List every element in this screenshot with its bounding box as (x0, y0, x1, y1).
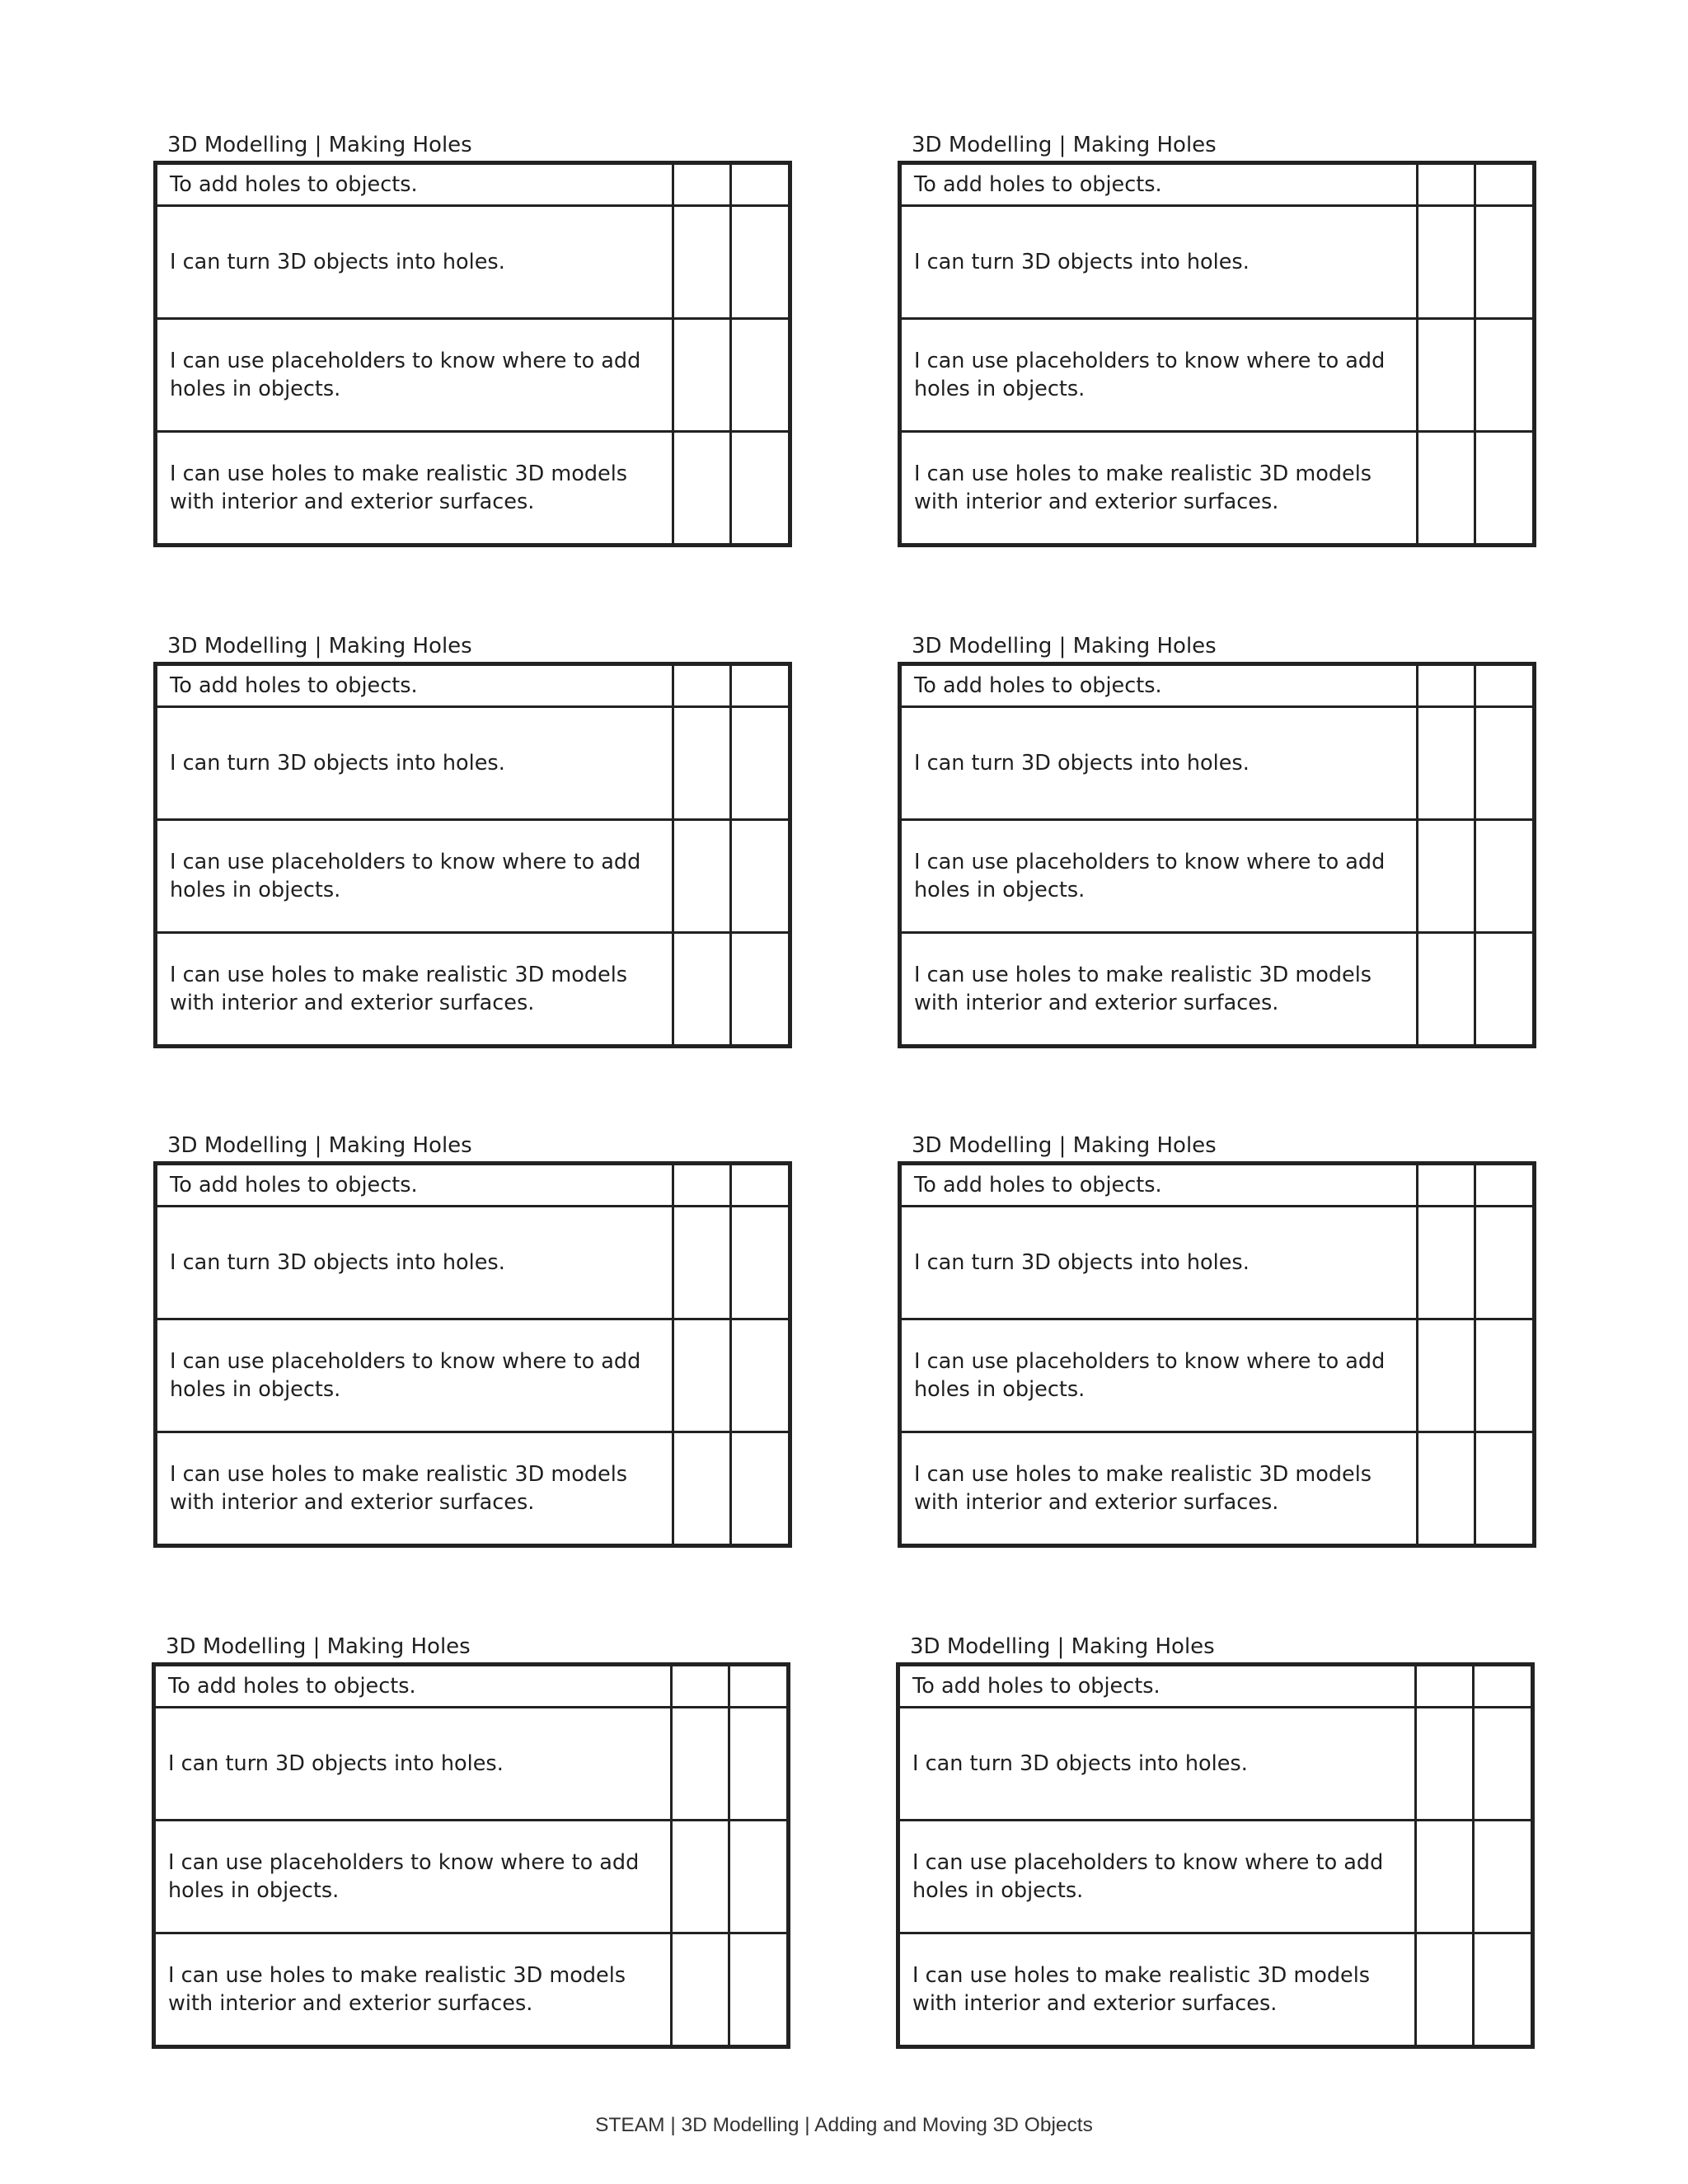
statement-text: I can use placeholders to know where to add holes in objects. (156, 820, 673, 933)
tick-box-1[interactable] (673, 319, 731, 432)
tick-box-2[interactable] (731, 664, 790, 707)
statement-text: I can use placeholders to know where to add holes in objects. (156, 1319, 673, 1432)
tick-box-2[interactable] (731, 432, 790, 546)
statement-text: I can turn 3D objects into holes. (156, 1207, 673, 1319)
statement-row (898, 1821, 1533, 1933)
checklist-table (898, 662, 1536, 1048)
tick-box-1[interactable] (673, 707, 731, 820)
tick-box-2[interactable] (1475, 206, 1535, 319)
tick-box-2[interactable] (731, 933, 790, 1047)
tick-box-1[interactable] (1416, 1821, 1474, 1933)
objective-text: To add holes to objects. (898, 1665, 1416, 1708)
card-title: 3D Modelling | Making Holes (910, 1634, 1215, 1659)
tick-box-1[interactable] (1418, 933, 1475, 1047)
objective-text: To add holes to objects. (156, 1164, 673, 1207)
statement-row (156, 1432, 790, 1546)
tick-box-1[interactable] (673, 1207, 731, 1319)
checklist-table (152, 1662, 790, 2049)
tick-box-1[interactable] (673, 206, 731, 319)
checklist-card-8 (896, 1633, 1535, 2049)
tick-box-1[interactable] (1416, 1933, 1474, 2047)
objective-row (900, 1164, 1535, 1207)
tick-box-1[interactable] (1418, 1432, 1475, 1546)
tick-box-1[interactable] (1418, 163, 1475, 206)
tick-box-2[interactable] (1474, 1665, 1533, 1708)
statement-text: I can turn 3D objects into holes. (154, 1708, 672, 1821)
checklist-card-3 (153, 633, 792, 1048)
statement-text: I can use placeholders to know where to add holes in objects. (154, 1821, 672, 1933)
tick-box-2[interactable] (731, 820, 790, 933)
checklist-card-7 (152, 1633, 790, 2049)
statement-row (898, 1708, 1533, 1821)
checklist-table (898, 161, 1536, 547)
tick-box-1[interactable] (1416, 1665, 1474, 1708)
tick-box-2[interactable] (729, 1708, 789, 1821)
tick-box-2[interactable] (731, 707, 790, 820)
statement-text: I can turn 3D objects into holes. (900, 1207, 1418, 1319)
statement-text: I can use placeholders to know where to add holes in objects. (900, 820, 1418, 933)
objective-row (900, 163, 1535, 206)
tick-box-2[interactable] (1475, 664, 1535, 707)
tick-box-1[interactable] (1418, 432, 1475, 546)
tick-box-1[interactable] (1418, 206, 1475, 319)
tick-box-2[interactable] (731, 1319, 790, 1432)
statement-text: I can use holes to make realistic 3D models with interior and exterior surfaces. (156, 933, 673, 1047)
tick-box-1[interactable] (1418, 1207, 1475, 1319)
tick-box-2[interactable] (729, 1821, 789, 1933)
tick-box-2[interactable] (1475, 1319, 1535, 1432)
tick-box-2[interactable] (1474, 1933, 1533, 2047)
statement-text: I can use holes to make realistic 3D models with interior and exterior surfaces. (156, 1432, 673, 1546)
statement-text: I can use placeholders to know where to add holes in objects. (900, 319, 1418, 432)
tick-box-1[interactable] (673, 820, 731, 933)
tick-box-2[interactable] (1475, 820, 1535, 933)
statement-text: I can use placeholders to know where to add holes in objects. (898, 1821, 1416, 1933)
statement-row (900, 319, 1535, 432)
tick-box-2[interactable] (1475, 1432, 1535, 1546)
checklist-table (896, 1662, 1535, 2049)
card-title: 3D Modelling | Making Holes (166, 1634, 471, 1659)
checklist-card-4 (898, 633, 1536, 1048)
tick-box-2[interactable] (1475, 319, 1535, 432)
card-title: 3D Modelling | Making Holes (167, 133, 472, 157)
statement-row (900, 206, 1535, 319)
card-title: 3D Modelling | Making Holes (912, 634, 1217, 658)
statement-row (900, 1319, 1535, 1432)
card-title: 3D Modelling | Making Holes (912, 133, 1217, 157)
tick-box-1[interactable] (672, 1665, 729, 1708)
checklist-card-1 (153, 132, 792, 547)
statement-row (900, 707, 1535, 820)
tick-box-1[interactable] (1418, 1164, 1475, 1207)
checklist-table (153, 1161, 792, 1548)
statement-text: I can use holes to make realistic 3D models with interior and exterior surfaces. (156, 432, 673, 546)
statement-row (898, 1933, 1533, 2047)
statement-text: I can turn 3D objects into holes. (900, 206, 1418, 319)
objective-text: To add holes to objects. (900, 1164, 1418, 1207)
statement-row (154, 1708, 789, 1821)
tick-box-2[interactable] (1474, 1708, 1533, 1821)
tick-box-2[interactable] (731, 206, 790, 319)
tick-box-2[interactable] (1475, 1207, 1535, 1319)
tick-box-1[interactable] (673, 1164, 731, 1207)
checklist-table (153, 662, 792, 1048)
tick-box-1[interactable] (673, 163, 731, 206)
tick-box-2[interactable] (731, 1164, 790, 1207)
tick-box-2[interactable] (1475, 432, 1535, 546)
objective-text: To add holes to objects. (154, 1665, 672, 1708)
statement-row (156, 319, 790, 432)
tick-box-2[interactable] (729, 1665, 789, 1708)
tick-box-2[interactable] (1475, 707, 1535, 820)
objective-row (154, 1665, 789, 1708)
statement-row (156, 1319, 790, 1432)
statement-row (156, 432, 790, 546)
card-title: 3D Modelling | Making Holes (167, 1133, 472, 1158)
checklist-card-5 (153, 1132, 792, 1548)
checklist-card-6 (898, 1132, 1536, 1548)
tick-box-1[interactable] (672, 1821, 729, 1933)
objective-row (156, 664, 790, 707)
objective-row (156, 163, 790, 206)
statement-text: I can use placeholders to know where to add holes in objects. (900, 1319, 1418, 1432)
tick-box-2[interactable] (731, 1207, 790, 1319)
tick-box-1[interactable] (673, 432, 731, 546)
statement-row (900, 933, 1535, 1047)
tick-box-1[interactable] (1418, 820, 1475, 933)
statement-text: I can turn 3D objects into holes. (900, 707, 1418, 820)
statement-text: I can turn 3D objects into holes. (898, 1708, 1416, 1821)
tick-box-1[interactable] (673, 1319, 731, 1432)
checklist-card-2 (898, 132, 1536, 547)
tick-box-1[interactable] (1418, 319, 1475, 432)
tick-box-2[interactable] (1475, 1164, 1535, 1207)
statement-row (156, 707, 790, 820)
tick-box-2[interactable] (731, 319, 790, 432)
objective-row (900, 664, 1535, 707)
tick-box-1[interactable] (1416, 1708, 1474, 1821)
statement-text: I can turn 3D objects into holes. (156, 206, 673, 319)
statement-row (154, 1821, 789, 1933)
statement-row (900, 432, 1535, 546)
objective-text: To add holes to objects. (900, 664, 1418, 707)
page-footer: STEAM | 3D Modelling | Adding and Moving 3D Objects (595, 2114, 1093, 2136)
statement-row (900, 1207, 1535, 1319)
statement-text: I can use holes to make realistic 3D models with interior and exterior surfaces. (154, 1933, 672, 2047)
tick-box-2[interactable] (1475, 163, 1535, 206)
statement-text: I can turn 3D objects into holes. (156, 707, 673, 820)
statement-row (900, 1432, 1535, 1546)
tick-box-2[interactable] (729, 1933, 789, 2047)
tick-box-1[interactable] (673, 1432, 731, 1546)
checklist-table (153, 161, 792, 547)
tick-box-1[interactable] (672, 1933, 729, 2047)
statement-text: I can use holes to make realistic 3D models with interior and exterior surfaces. (898, 1933, 1416, 2047)
statement-text: I can use placeholders to know where to add holes in objects. (156, 319, 673, 432)
tick-box-2[interactable] (1474, 1821, 1533, 1933)
statement-row (156, 933, 790, 1047)
tick-box-2[interactable] (1475, 933, 1535, 1047)
objective-row (156, 1164, 790, 1207)
card-title: 3D Modelling | Making Holes (167, 634, 472, 658)
tick-box-1[interactable] (673, 933, 731, 1047)
tick-box-2[interactable] (731, 1432, 790, 1546)
statement-row (156, 820, 790, 933)
tick-box-2[interactable] (731, 163, 790, 206)
tick-box-1[interactable] (1418, 707, 1475, 820)
statement-row (154, 1933, 789, 2047)
statement-text: I can use holes to make realistic 3D models with interior and exterior surfaces. (900, 432, 1418, 546)
tick-box-1[interactable] (1418, 664, 1475, 707)
statement-row (156, 206, 790, 319)
objective-text: To add holes to objects. (900, 163, 1418, 206)
statement-row (900, 820, 1535, 933)
statement-text: I can use holes to make realistic 3D models with interior and exterior surfaces. (900, 933, 1418, 1047)
statement-text: I can use holes to make realistic 3D models with interior and exterior surfaces. (900, 1432, 1418, 1546)
tick-box-1[interactable] (1418, 1319, 1475, 1432)
tick-box-1[interactable] (672, 1708, 729, 1821)
tick-box-1[interactable] (673, 664, 731, 707)
checklist-table (898, 1161, 1536, 1548)
objective-row (898, 1665, 1533, 1708)
statement-row (156, 1207, 790, 1319)
objective-text: To add holes to objects. (156, 664, 673, 707)
card-title: 3D Modelling | Making Holes (912, 1133, 1217, 1158)
objective-text: To add holes to objects. (156, 163, 673, 206)
